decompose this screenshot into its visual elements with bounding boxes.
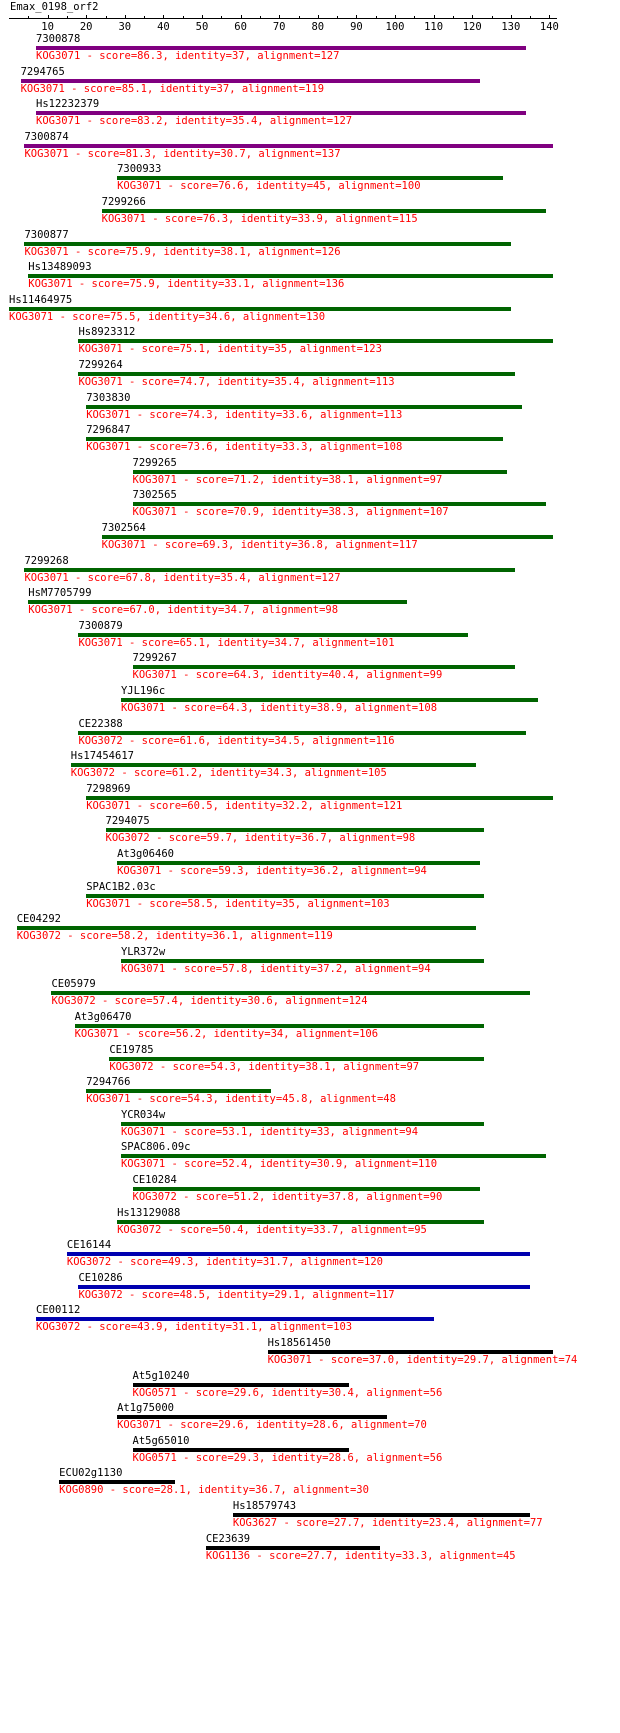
axis-tick <box>144 16 145 19</box>
hit-description: KOG3071 - score=75.1, identity=35, alignment=123 <box>78 343 382 356</box>
axis-tick <box>530 16 531 19</box>
axis-tick <box>414 16 415 19</box>
axis-tick <box>106 16 107 19</box>
hit-name: YJL196c <box>120 685 166 697</box>
hit-description: KOG3071 - score=69.3, identity=36.8, alignment=117 <box>101 539 418 551</box>
hit-name: Hs13129088 <box>117 1206 181 1219</box>
hit-name: 7302564 <box>101 522 146 534</box>
hit-description: KOG3071 - score=64.3, identity=38.9, alignment=108 <box>120 702 438 714</box>
hit-description: KOG3071 - score=56.2, identity=34, alignment=106 <box>74 1028 379 1040</box>
axis-tick-label: 120 <box>462 21 482 33</box>
axis-tick-label: 30 <box>118 21 132 33</box>
hit-name: 7302565 <box>132 489 177 502</box>
axis-tick-label: 10 <box>41 21 54 33</box>
axis-tick <box>260 16 261 19</box>
hit-description: KOG0890 - score=28.1, identity=36.7, alignment=30 <box>59 1484 369 1497</box>
hit-description: KOG3071 - score=86.3, identity=37, alignment=127 <box>36 50 340 62</box>
hit-description: KOG3071 - score=73.6, identity=33.3, alignment=108 <box>86 441 403 454</box>
axis-tick <box>376 16 377 19</box>
axis-tick <box>318 15 319 19</box>
hit-name: 7294766 <box>86 1076 131 1089</box>
axis-tick <box>241 15 242 19</box>
hit-description: KOG3071 - score=65.1, identity=34.7, alignment=101 <box>78 636 395 649</box>
axis-tick <box>202 15 203 19</box>
axis-tick <box>163 15 164 19</box>
hit-description: KOG0571 - score=29.3, identity=28.6, alignment=56 <box>132 1451 443 1464</box>
hit-description: KOG0571 - score=29.6, identity=30.4, alignment=56 <box>132 1386 443 1399</box>
hit-name: 7300933 <box>117 163 162 176</box>
axis-tick <box>511 15 512 19</box>
diagram-title: Emax_0198_orf2 <box>10 1 99 13</box>
hit-description: KOG3627 - score=27.7, identity=23.4, alignment=77 <box>232 1517 543 1529</box>
hit-name: 7300874 <box>24 130 69 143</box>
axis-tick <box>125 15 126 19</box>
hit-description: KOG3071 - score=75.9, identity=38.1, alignment=126 <box>24 245 341 258</box>
hit-name: Hs18579743 <box>232 1500 297 1512</box>
hit-description: KOG3072 - score=57.4, identity=30.6, alignment=124 <box>51 995 368 1008</box>
hit-name: YLR372w <box>120 945 166 958</box>
hit-name: 7299267 <box>132 652 177 665</box>
hit-name: 7300877 <box>24 228 69 241</box>
hit-name: SPAC1B2.03c <box>86 880 156 893</box>
axis-tick <box>279 15 280 19</box>
hit-name: CE22388 <box>78 717 123 730</box>
hit-name: At3g06460 <box>117 848 174 860</box>
axis-tick-label: 70 <box>272 21 286 33</box>
hit-name: 7299265 <box>132 456 177 469</box>
hit-description: KOG3071 - score=54.3, identity=45.8, alignment=48 <box>86 1093 396 1106</box>
hit-description: KOG3071 - score=81.3, identity=30.7, alignment=137 <box>24 147 341 160</box>
hit-name: 7300879 <box>78 619 123 632</box>
hit-name: Hs12232379 <box>36 98 100 111</box>
hit-description: KOG3071 - score=67.8, identity=35.4, alignment=127 <box>24 571 341 584</box>
hit-description: KOG3071 - score=52.4, identity=30.9, alignment=110 <box>120 1158 438 1171</box>
hit-description: KOG3071 - score=75.5, identity=34.6, alignment=130 <box>9 310 326 323</box>
hit-description: KOG3072 - score=58.2, identity=36.1, alignment=119 <box>16 930 333 943</box>
hit-description: KOG3071 - score=57.8, identity=37.2, alignment=94 <box>120 962 431 975</box>
hit-name: 7298969 <box>86 782 131 795</box>
hit-name: 7303830 <box>86 391 131 404</box>
hit-description: KOG3071 - score=29.6, identity=28.6, alignment=70 <box>117 1419 427 1432</box>
hit-description: KOG3071 - score=37.0, identity=29.7, alignment=74 <box>267 1354 578 1366</box>
axis-tick-label: 80 <box>311 21 325 33</box>
hit-name: Hs13489093 <box>28 261 92 274</box>
axis-tick-label: 110 <box>424 21 444 33</box>
axis-tick <box>67 16 68 19</box>
axis-tick <box>453 16 454 19</box>
axis-tick <box>299 16 300 19</box>
hit-name: 7296847 <box>86 424 131 437</box>
hit-name: CE10284 <box>132 1174 177 1186</box>
axis-tick <box>434 15 435 19</box>
hit-name: YCR034w <box>120 1108 166 1121</box>
hit-name: Hs8923312 <box>78 326 136 339</box>
axis-line <box>9 18 557 19</box>
hit-name: At3g06470 <box>74 1011 132 1023</box>
hit-name: CE19785 <box>109 1043 154 1056</box>
hit-description: KOG3071 - score=74.7, identity=35.4, alignment=113 <box>78 376 395 388</box>
axis-tick-label: 140 <box>539 21 559 33</box>
hit-name: At5g65010 <box>132 1434 190 1447</box>
axis-tick-label: 90 <box>350 21 363 33</box>
hit-description: KOG3072 - score=48.5, identity=29.1, alignment=117 <box>78 1288 395 1301</box>
hit-description: KOG3072 - score=49.3, identity=31.7, alignment=120 <box>66 1256 383 1269</box>
hit-description: KOG3072 - score=50.4, identity=33.7, alignment=95 <box>117 1223 427 1236</box>
axis-tick-label: 40 <box>157 21 170 33</box>
hit-name: ECU02g1130 <box>59 1467 123 1480</box>
hit-name: CE05979 <box>51 978 96 991</box>
hit-description: KOG3071 - score=67.0, identity=34.7, alignment=98 <box>28 604 339 617</box>
axis-tick <box>395 15 396 19</box>
hit-name: 7299264 <box>78 359 123 371</box>
hit-name: At5g10240 <box>132 1369 190 1382</box>
hit-name: CE00112 <box>36 1304 81 1317</box>
axis-tick <box>356 15 357 19</box>
hit-description: KOG3071 - score=70.9, identity=38.3, alignment=107 <box>132 506 449 519</box>
axis-tick-label: 60 <box>234 21 247 33</box>
axis-tick-label: 100 <box>385 21 405 33</box>
hit-name: HsM7705799 <box>28 587 92 600</box>
hit-description: KOG3071 - score=85.1, identity=37, alignment=119 <box>20 82 325 95</box>
hit-description: KOG1136 - score=27.7, identity=33.3, alignment=45 <box>205 1549 516 1562</box>
hit-description: KOG3071 - score=76.3, identity=33.9, alignment=115 <box>101 213 418 225</box>
hit-description: KOG3071 - score=76.6, identity=45, alignment=100 <box>117 180 421 193</box>
hit-description: KOG3071 - score=53.1, identity=33, alignment=94 <box>120 1125 419 1138</box>
axis-tick-label: 50 <box>195 21 209 33</box>
hit-description: KOG3072 - score=51.2, identity=37.8, alignment=90 <box>132 1191 443 1203</box>
hit-name: 7294765 <box>20 65 65 78</box>
axis-tick <box>549 15 550 19</box>
hit-description: KOG3072 - score=43.9, identity=31.1, alignment=103 <box>36 1321 353 1334</box>
hit-name: CE23639 <box>205 1532 251 1545</box>
hit-name: CE16144 <box>66 1239 112 1252</box>
hit-description: KOG3071 - score=75.9, identity=33.1, alignment=136 <box>28 278 345 291</box>
axis-tick <box>48 15 49 19</box>
axis-tick <box>28 16 29 19</box>
axis-tick <box>492 16 493 19</box>
hit-name: At1g75000 <box>117 1402 174 1415</box>
hit-description: KOG3072 - score=61.2, identity=34.3, alignment=105 <box>70 767 387 780</box>
hit-description: KOG3071 - score=83.2, identity=35.4, alignment=127 <box>36 115 353 128</box>
hit-name: Hs11464975 <box>9 293 73 306</box>
axis-tick <box>86 15 87 19</box>
hit-name: 7299266 <box>101 196 146 208</box>
hit-description: KOG3071 - score=71.2, identity=38.1, alignment=97 <box>132 473 443 486</box>
hit-name: 7294075 <box>105 815 150 828</box>
hit-name: Hs17454617 <box>70 750 134 763</box>
hit-name: Hs18561450 <box>267 1337 331 1349</box>
axis-tick-label: 20 <box>79 21 93 33</box>
hit-name: CE10286 <box>78 1271 123 1284</box>
axis-tick <box>472 15 473 19</box>
hit-name: 7300878 <box>36 33 81 45</box>
axis-tick <box>337 16 338 19</box>
axis-tick <box>183 16 184 19</box>
hit-description: KOG3071 - score=60.5, identity=32.2, alignment=121 <box>86 799 403 812</box>
hit-description: KOG3072 - score=61.6, identity=34.5, alignment=116 <box>78 734 395 747</box>
hit-description: KOG3072 - score=54.3, identity=38.1, alignment=97 <box>109 1060 420 1073</box>
axis-tick-label: 130 <box>501 21 521 33</box>
hit-name: SPAC806.09c <box>120 1141 191 1154</box>
hit-name: CE04292 <box>16 913 61 926</box>
hit-description: KOG3071 - score=64.3, identity=40.4, alignment=99 <box>132 669 443 682</box>
hit-description: KOG3071 - score=74.3, identity=33.6, alignment=113 <box>86 408 403 421</box>
hit-description: KOG3072 - score=59.7, identity=36.7, alignment=98 <box>105 832 416 845</box>
hit-description: KOG3071 - score=58.5, identity=35, alignment=103 <box>86 897 390 910</box>
axis-tick <box>221 16 222 19</box>
hit-name: 7299268 <box>24 554 69 567</box>
hit-description: KOG3071 - score=59.3, identity=36.2, alignment=94 <box>117 865 427 877</box>
